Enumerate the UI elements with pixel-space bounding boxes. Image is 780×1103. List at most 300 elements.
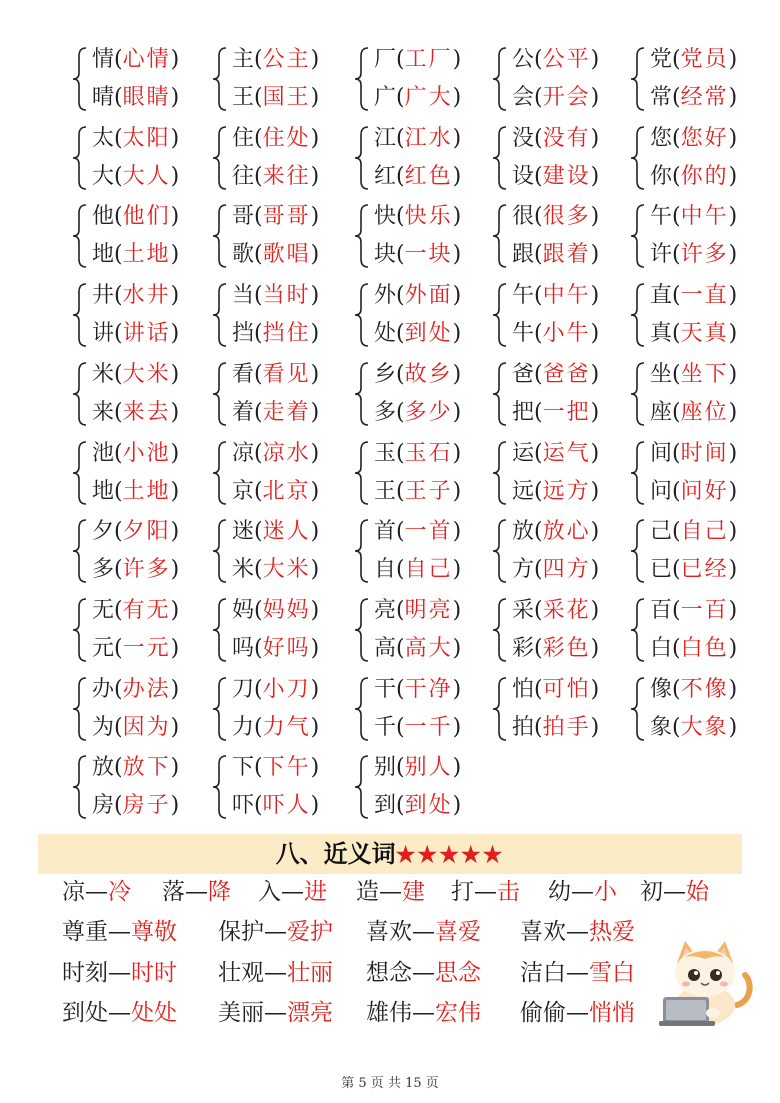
character: 大 bbox=[92, 163, 115, 189]
character: 午 bbox=[512, 283, 535, 309]
dash: — bbox=[264, 919, 287, 945]
synonym-answer: 降 bbox=[208, 879, 231, 905]
dash: — bbox=[108, 919, 131, 945]
character: 牛 bbox=[512, 321, 535, 347]
character: 凉 bbox=[232, 440, 255, 466]
open-paren: ( bbox=[396, 163, 405, 189]
synonym-answer: 尊敬 bbox=[131, 919, 177, 945]
close-paren: ) bbox=[170, 519, 180, 545]
homophone-entry bbox=[374, 161, 461, 193]
homophone-group bbox=[354, 44, 494, 114]
homophone-entry bbox=[650, 123, 737, 155]
synonym-word: 落 bbox=[162, 879, 185, 905]
dash: — bbox=[108, 1000, 131, 1026]
homophone-entry bbox=[232, 161, 319, 193]
homophone-entry bbox=[92, 438, 179, 470]
character: 问 bbox=[650, 478, 673, 504]
homophone-entry bbox=[512, 438, 599, 470]
synonym-answer: 时时 bbox=[131, 960, 177, 986]
homophone-entry bbox=[92, 280, 179, 312]
dash: — bbox=[566, 960, 589, 986]
example-word: 一直 bbox=[680, 283, 729, 309]
close-paren: ) bbox=[728, 85, 738, 110]
homophone-group bbox=[72, 674, 212, 744]
example-word: 大米 bbox=[122, 361, 171, 387]
open-paren: ( bbox=[672, 557, 681, 583]
open-paren: ( bbox=[114, 793, 123, 819]
example-word: 住处 bbox=[262, 125, 311, 151]
open-paren: ( bbox=[534, 361, 543, 387]
close-paren: ) bbox=[590, 85, 600, 110]
synonym-pair bbox=[366, 957, 481, 989]
character: 千 bbox=[374, 714, 397, 740]
homophone-entry bbox=[512, 239, 599, 271]
character: 情 bbox=[92, 47, 115, 72]
homophone-group bbox=[630, 516, 770, 586]
example-word: 你的 bbox=[680, 163, 729, 189]
synonym-pair bbox=[451, 876, 520, 908]
open-paren: ( bbox=[672, 714, 681, 740]
character: 高 bbox=[374, 635, 397, 661]
homophone-entry bbox=[374, 438, 461, 470]
character: 乡 bbox=[374, 361, 397, 387]
open-paren: ( bbox=[114, 755, 123, 781]
brace-icon bbox=[630, 518, 646, 584]
open-paren: ( bbox=[254, 635, 263, 661]
example-word: 自己 bbox=[404, 557, 453, 583]
open-paren: ( bbox=[396, 361, 405, 387]
example-word: 小牛 bbox=[542, 321, 591, 347]
synonym-answer: 壮丽 bbox=[287, 960, 333, 986]
character: 象 bbox=[650, 714, 673, 740]
open-paren: ( bbox=[672, 47, 681, 72]
example-word: 下午 bbox=[262, 755, 311, 781]
example-word: 王子 bbox=[404, 478, 453, 504]
character: 亮 bbox=[374, 597, 397, 623]
close-paren: ) bbox=[452, 204, 462, 230]
example-word: 国王 bbox=[262, 85, 311, 110]
open-paren: ( bbox=[254, 321, 263, 347]
brace-icon bbox=[212, 676, 228, 742]
brace-icon bbox=[354, 676, 370, 742]
close-paren: ) bbox=[452, 283, 462, 309]
close-paren: ) bbox=[728, 283, 738, 309]
open-paren: ( bbox=[672, 163, 681, 189]
homophone-group bbox=[354, 359, 494, 429]
open-paren: ( bbox=[396, 242, 405, 268]
synonym-pair bbox=[520, 916, 635, 948]
synonym-answer: 进 bbox=[304, 879, 327, 905]
example-word: 因为 bbox=[122, 714, 171, 740]
open-paren: ( bbox=[672, 204, 681, 230]
character: 妈 bbox=[232, 597, 255, 623]
homophone-group bbox=[212, 674, 352, 744]
example-word: 房子 bbox=[122, 793, 171, 819]
open-paren: ( bbox=[254, 478, 263, 504]
example-word: 有无 bbox=[122, 597, 171, 623]
brace-icon bbox=[492, 203, 508, 269]
brace-icon bbox=[630, 676, 646, 742]
open-paren: ( bbox=[396, 557, 405, 583]
homophone-entry bbox=[92, 554, 179, 586]
example-word: 大人 bbox=[122, 163, 171, 189]
homophone-entry bbox=[650, 44, 737, 76]
open-paren: ( bbox=[396, 478, 405, 504]
homophone-entry bbox=[232, 318, 319, 350]
synonym-word: 凉 bbox=[62, 879, 85, 905]
close-paren: ) bbox=[590, 519, 600, 545]
synonym-word: 幼 bbox=[548, 879, 571, 905]
open-paren: ( bbox=[672, 635, 681, 661]
homophone-entry bbox=[650, 476, 737, 508]
homophone-group bbox=[492, 201, 632, 271]
homophone-group bbox=[72, 516, 212, 586]
synonym-word: 造 bbox=[356, 879, 379, 905]
character: 方 bbox=[512, 557, 535, 583]
example-word: 问好 bbox=[680, 478, 729, 504]
synonym-word: 喜欢 bbox=[520, 919, 566, 945]
close-paren: ) bbox=[590, 242, 600, 268]
open-paren: ( bbox=[114, 125, 123, 151]
close-paren: ) bbox=[452, 242, 462, 268]
close-paren: ) bbox=[452, 519, 462, 545]
character: 把 bbox=[512, 399, 535, 425]
example-word: 许多 bbox=[680, 242, 729, 268]
homophone-entry bbox=[512, 633, 599, 665]
character: 下 bbox=[232, 755, 255, 781]
close-paren: ) bbox=[728, 557, 738, 583]
example-word: 明亮 bbox=[404, 597, 453, 623]
close-paren: ) bbox=[728, 361, 738, 387]
example-word: 很多 bbox=[542, 204, 591, 230]
homophone-entry bbox=[232, 201, 319, 233]
brace-icon bbox=[72, 46, 88, 112]
open-paren: ( bbox=[396, 519, 405, 545]
close-paren: ) bbox=[170, 47, 180, 72]
close-paren: ) bbox=[590, 321, 600, 347]
close-paren: ) bbox=[590, 283, 600, 309]
character: 设 bbox=[512, 163, 535, 189]
synonym-answer: 冷 bbox=[108, 879, 131, 905]
synonym-answer: 击 bbox=[497, 879, 520, 905]
homophone-entry bbox=[92, 790, 179, 822]
homophone-entry bbox=[232, 790, 319, 822]
character: 跟 bbox=[512, 242, 535, 268]
open-paren: ( bbox=[672, 125, 681, 151]
close-paren: ) bbox=[310, 597, 320, 623]
brace-icon bbox=[492, 597, 508, 663]
open-paren: ( bbox=[534, 204, 543, 230]
brace-icon bbox=[212, 46, 228, 112]
synonym-answer: 漂亮 bbox=[287, 1000, 333, 1026]
homophone-group bbox=[72, 359, 212, 429]
synonym-answer: 悄悄 bbox=[589, 1000, 635, 1026]
synonym-word: 入 bbox=[258, 879, 281, 905]
synonym-answer: 爱护 bbox=[287, 919, 333, 945]
close-paren: ) bbox=[170, 125, 180, 151]
synonym-pair bbox=[218, 957, 333, 989]
homophone-entry bbox=[650, 712, 737, 744]
synonym-answer: 建 bbox=[402, 879, 425, 905]
open-paren: ( bbox=[114, 440, 123, 466]
close-paren: ) bbox=[310, 519, 320, 545]
open-paren: ( bbox=[672, 361, 681, 387]
character: 爸 bbox=[512, 361, 535, 387]
homophone-group bbox=[212, 438, 352, 508]
close-paren: ) bbox=[452, 399, 462, 425]
character: 别 bbox=[374, 755, 397, 781]
close-paren: ) bbox=[170, 204, 180, 230]
example-word: 吓人 bbox=[262, 793, 311, 819]
close-paren: ) bbox=[170, 85, 180, 110]
homophone-entry bbox=[512, 674, 599, 706]
open-paren: ( bbox=[672, 399, 681, 425]
character: 坐 bbox=[650, 361, 673, 387]
homophone-group bbox=[354, 280, 494, 350]
close-paren: ) bbox=[170, 557, 180, 583]
homophone-entry bbox=[232, 674, 319, 706]
example-word: 力气 bbox=[262, 714, 311, 740]
synonym-word: 喜欢 bbox=[366, 919, 412, 945]
open-paren: ( bbox=[254, 125, 263, 151]
character: 放 bbox=[92, 755, 115, 781]
character: 当 bbox=[232, 283, 255, 309]
character: 来 bbox=[92, 399, 115, 425]
homophone-entry bbox=[374, 201, 461, 233]
homophone-entry bbox=[650, 438, 737, 470]
character: 无 bbox=[92, 597, 115, 623]
character: 午 bbox=[650, 204, 673, 230]
character: 怕 bbox=[512, 676, 535, 702]
homophone-entry bbox=[232, 712, 319, 744]
brace-icon bbox=[630, 125, 646, 191]
open-paren: ( bbox=[534, 163, 543, 189]
close-paren: ) bbox=[590, 125, 600, 151]
star-rating: ★★★★★ bbox=[395, 842, 505, 868]
homophone-entry bbox=[512, 516, 599, 548]
homophone-entry bbox=[232, 359, 319, 391]
synonym-word: 时刻 bbox=[62, 960, 108, 986]
synonym-pair bbox=[366, 997, 481, 1029]
dash: — bbox=[412, 960, 435, 986]
brace-icon bbox=[630, 46, 646, 112]
close-paren: ) bbox=[452, 635, 462, 661]
character: 元 bbox=[92, 635, 115, 661]
synonym-pair bbox=[640, 876, 709, 908]
homophone-entry bbox=[92, 674, 179, 706]
dash: — bbox=[566, 919, 589, 945]
brace-icon bbox=[492, 440, 508, 506]
close-paren: ) bbox=[590, 204, 600, 230]
homophone-group bbox=[492, 123, 632, 193]
character: 讲 bbox=[92, 321, 115, 347]
close-paren: ) bbox=[170, 321, 180, 347]
brace-icon bbox=[72, 440, 88, 506]
homophone-entry bbox=[512, 123, 599, 155]
character: 很 bbox=[512, 204, 535, 230]
homophone-group bbox=[630, 359, 770, 429]
homophone-group bbox=[72, 595, 212, 665]
brace-icon bbox=[354, 754, 370, 820]
example-word: 运气 bbox=[542, 440, 591, 466]
section-title bbox=[38, 834, 742, 874]
open-paren: ( bbox=[396, 635, 405, 661]
homophone-group bbox=[72, 123, 212, 193]
character: 没 bbox=[512, 125, 535, 151]
homophone-entry bbox=[512, 44, 599, 76]
close-paren: ) bbox=[452, 85, 462, 110]
close-paren: ) bbox=[452, 597, 462, 623]
close-paren: ) bbox=[728, 440, 738, 466]
character: 他 bbox=[92, 204, 115, 230]
character: 看 bbox=[232, 361, 255, 387]
character: 已 bbox=[650, 557, 673, 583]
example-word: 党员 bbox=[680, 47, 729, 72]
homophone-entry bbox=[374, 516, 461, 548]
example-word: 天真 bbox=[680, 321, 729, 347]
close-paren: ) bbox=[170, 283, 180, 309]
footer-current-page: 5 bbox=[358, 1076, 367, 1091]
open-paren: ( bbox=[672, 85, 681, 110]
cat-laptop-illustration bbox=[655, 935, 755, 1030]
homophone-group bbox=[354, 123, 494, 193]
example-word: 时间 bbox=[680, 440, 729, 466]
homophone-entry bbox=[92, 44, 179, 76]
brace-icon bbox=[492, 46, 508, 112]
open-paren: ( bbox=[396, 283, 405, 309]
close-paren: ) bbox=[170, 478, 180, 504]
character: 地 bbox=[92, 242, 115, 268]
close-paren: ) bbox=[590, 714, 600, 740]
example-word: 许多 bbox=[122, 557, 171, 583]
synonym-word: 保护 bbox=[218, 919, 264, 945]
dash: — bbox=[108, 960, 131, 986]
brace-icon bbox=[492, 361, 508, 427]
example-word: 迷人 bbox=[262, 519, 311, 545]
close-paren: ) bbox=[590, 557, 600, 583]
open-paren: ( bbox=[534, 47, 543, 72]
character: 往 bbox=[232, 163, 255, 189]
close-paren: ) bbox=[310, 125, 320, 151]
character: 党 bbox=[650, 47, 673, 72]
example-word: 爸爸 bbox=[542, 361, 591, 387]
example-word: 开会 bbox=[542, 85, 591, 110]
open-paren: ( bbox=[114, 242, 123, 268]
homophone-group bbox=[354, 516, 494, 586]
brace-icon bbox=[212, 125, 228, 191]
brace-icon bbox=[212, 754, 228, 820]
close-paren: ) bbox=[728, 163, 738, 189]
example-word: 凉水 bbox=[262, 440, 311, 466]
homophone-entry bbox=[374, 397, 461, 429]
close-paren: ) bbox=[590, 399, 600, 425]
open-paren: ( bbox=[254, 399, 263, 425]
dash: — bbox=[379, 879, 402, 905]
dash: — bbox=[412, 919, 435, 945]
close-paren: ) bbox=[452, 47, 462, 72]
synonym-answer: 小 bbox=[594, 879, 617, 905]
example-word: 快乐 bbox=[404, 204, 453, 230]
homophone-group bbox=[212, 516, 352, 586]
character: 为 bbox=[92, 714, 115, 740]
homophone-entry bbox=[512, 595, 599, 627]
character: 办 bbox=[92, 676, 115, 702]
homophone-group bbox=[492, 280, 632, 350]
character: 公 bbox=[512, 47, 535, 72]
homophone-group bbox=[630, 674, 770, 744]
open-paren: ( bbox=[534, 557, 543, 583]
close-paren: ) bbox=[310, 440, 320, 466]
footer-prefix: 第 bbox=[341, 1076, 355, 1091]
synonym-word: 打 bbox=[451, 879, 474, 905]
example-word: 一千 bbox=[404, 714, 453, 740]
synonym-word: 美丽 bbox=[218, 1000, 264, 1026]
close-paren: ) bbox=[590, 676, 600, 702]
example-word: 远方 bbox=[542, 478, 591, 504]
brace-icon bbox=[72, 518, 88, 584]
homophone-entry bbox=[374, 674, 461, 706]
open-paren: ( bbox=[534, 85, 543, 110]
open-paren: ( bbox=[254, 47, 263, 72]
close-paren: ) bbox=[728, 242, 738, 268]
example-word: 一首 bbox=[404, 519, 453, 545]
open-paren: ( bbox=[396, 755, 405, 781]
homophone-entry bbox=[512, 397, 599, 429]
character: 王 bbox=[232, 85, 255, 110]
homophone-entry bbox=[650, 397, 737, 429]
dash: — bbox=[663, 879, 686, 905]
example-word: 歌唱 bbox=[262, 242, 311, 268]
brace-icon bbox=[354, 282, 370, 348]
synonym-pair bbox=[218, 916, 333, 948]
character: 座 bbox=[650, 399, 673, 425]
example-word: 放下 bbox=[122, 755, 171, 781]
open-paren: ( bbox=[534, 478, 543, 504]
character: 你 bbox=[650, 163, 673, 189]
character: 京 bbox=[232, 478, 255, 504]
example-word: 一元 bbox=[122, 635, 171, 661]
character: 太 bbox=[92, 125, 115, 151]
open-paren: ( bbox=[114, 361, 123, 387]
character: 直 bbox=[650, 283, 673, 309]
homophone-group bbox=[354, 201, 494, 271]
character: 块 bbox=[374, 242, 397, 268]
character: 许 bbox=[650, 242, 673, 268]
homophone-entry bbox=[512, 712, 599, 744]
homophone-entry bbox=[92, 595, 179, 627]
homophone-group bbox=[492, 438, 632, 508]
homophone-entry bbox=[650, 633, 737, 665]
example-word: 工厂 bbox=[404, 47, 453, 72]
character: 住 bbox=[232, 125, 255, 151]
example-word: 大象 bbox=[680, 714, 729, 740]
homophone-group bbox=[72, 752, 212, 822]
brace-icon bbox=[630, 440, 646, 506]
close-paren: ) bbox=[590, 361, 600, 387]
close-paren: ) bbox=[170, 163, 180, 189]
dash: — bbox=[412, 1000, 435, 1026]
homophone-group bbox=[212, 752, 352, 822]
homophone-entry bbox=[92, 201, 179, 233]
example-word: 心情 bbox=[122, 47, 171, 72]
homophone-group bbox=[492, 359, 632, 429]
brace-icon bbox=[212, 361, 228, 427]
character: 歌 bbox=[232, 242, 255, 268]
homophone-entry bbox=[232, 476, 319, 508]
open-paren: ( bbox=[396, 125, 405, 151]
homophone-entry bbox=[374, 123, 461, 155]
example-word: 北京 bbox=[262, 478, 311, 504]
